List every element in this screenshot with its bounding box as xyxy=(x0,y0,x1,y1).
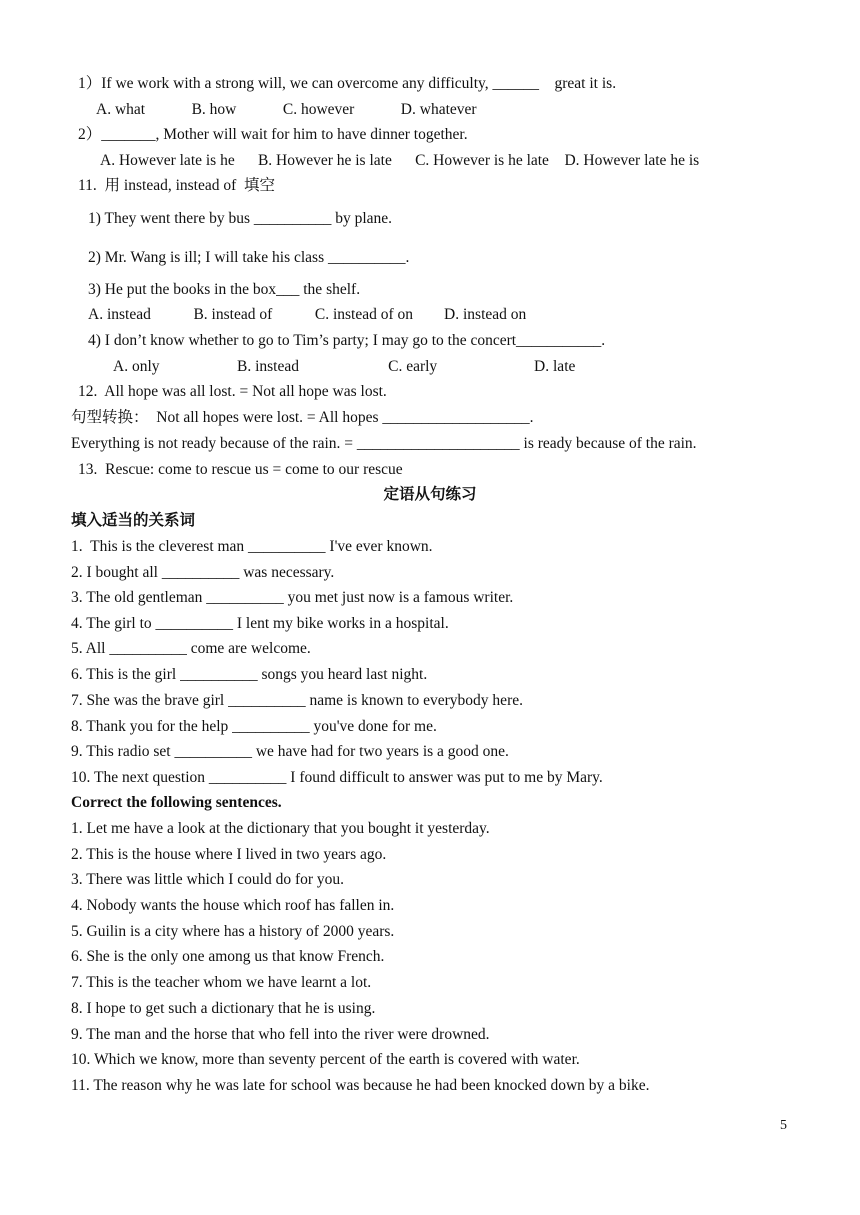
correct-item: 6. She is the only one among us that know French. xyxy=(71,948,385,965)
fill-item: 1. This is the cleverest man __________ I've ever known. xyxy=(71,538,433,555)
fill-item: 7. She was the brave girl __________ name is known to everybody here. xyxy=(71,692,523,709)
correct-item: 9. The man and the horse that who fell into the river were drowned. xyxy=(71,1026,490,1043)
fill-item: 8. Thank you for the help __________ you've done for me. xyxy=(71,718,437,735)
question-1: 1）If we work with a strong will, we can overcome any difficulty, ______ great it is. xyxy=(78,75,617,92)
section-11-heading: 11. 用 instead, instead of 填空 xyxy=(78,177,276,194)
question-1-options: A. what B. how C. however D. whatever xyxy=(96,101,477,118)
fill-item: 3. The old gentleman __________ you met just now is a famous writer. xyxy=(71,589,514,606)
fill-item: 4. The girl to __________ I lent my bike works in a hospital. xyxy=(71,615,449,632)
page-number: 5 xyxy=(780,1118,787,1133)
correct-item: 10. Which we know, more than seventy percent of the earth is covered with water. xyxy=(71,1051,580,1068)
instead-sentence-3-options: A. instead B. instead of C. instead of on D. instead on xyxy=(88,306,527,323)
correct-item: 1. Let me have a look at the dictionary that you bought it yesterday. xyxy=(71,820,490,837)
fill-item: 10. The next question __________ I found difficult to answer was put to me by Mary. xyxy=(71,769,603,786)
correct-item: 5. Guilin is a city where has a history of 2000 years. xyxy=(71,923,395,940)
fill-in-heading: 填入适当的关系词 xyxy=(71,512,196,529)
fill-item: 9. This radio set __________ we have had for two years is a good one. xyxy=(71,743,509,760)
section-12-line-2: 句型转换： Not all hopes were lost. = All hopes ___________________. xyxy=(71,409,534,426)
correct-item: 7. This is the teacher whom we have learnt a lot. xyxy=(71,974,372,991)
correct-item: 8. I hope to get such a dictionary that he is using. xyxy=(71,1000,376,1017)
instead-sentence-4-options: A. only B. instead C. early D. late xyxy=(113,358,576,375)
section-13-line-1: 13. Rescue: come to rescue us = come to our rescue xyxy=(78,461,403,478)
relative-clause-title: 定语从句练习 xyxy=(383,486,477,503)
correct-item: 4. Nobody wants the house which roof has fallen in. xyxy=(71,897,395,914)
instead-sentence-3: 3) He put the books in the box___ the shelf. xyxy=(88,281,361,298)
fill-item: 6. This is the girl __________ songs you heard last night. xyxy=(71,666,428,683)
instead-sentence-1: 1) They went there by bus __________ by plane. xyxy=(88,210,393,227)
instead-sentence-2: 2) Mr. Wang is ill; I will take his class __________. xyxy=(88,249,410,266)
correct-item: 2. This is the house where I lived in two years ago. xyxy=(71,846,387,863)
section-12-line-1: 12. All hope was all lost. = Not all hope was lost. xyxy=(78,383,387,400)
correct-item: 11. The reason why he was late for school was because he had been knocked down by a bike. xyxy=(71,1077,650,1094)
question-2: 2）_______, Mother will wait for him to have dinner together. xyxy=(78,126,468,143)
fill-item: 5. All __________ come are welcome. xyxy=(71,640,311,657)
section-12-line-3: Everything is not ready because of the rain. = _____________________ is ready because of the rain. xyxy=(71,435,697,452)
correct-heading: Correct the following sentences. xyxy=(71,794,282,811)
question-2-options: A. However late is he B. However he is late C. However is he late D. However late he is xyxy=(100,152,700,169)
correct-item: 3. There was little which I could do for you. xyxy=(71,871,345,888)
instead-sentence-4: 4) I don’t know whether to go to Tim’s party; I may go to the concert___________. xyxy=(88,332,606,349)
fill-item: 2. I bought all __________ was necessary. xyxy=(71,564,335,581)
